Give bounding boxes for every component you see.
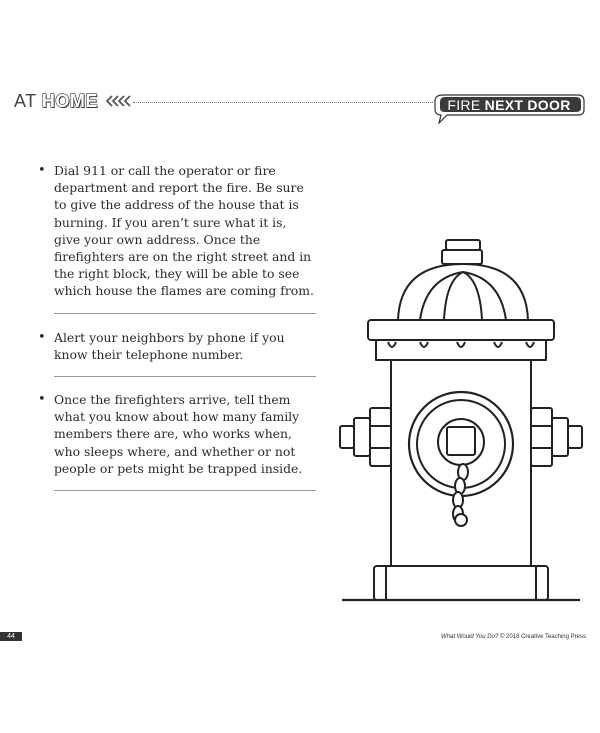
fire-hydrant-icon — [336, 236, 586, 604]
divider — [54, 313, 316, 314]
chapter-title — [443, 97, 575, 113]
copyright: © 2018 Creative Teaching Press — [498, 634, 586, 640]
page-number: 44 — [0, 632, 22, 641]
section-label-light: AT — [14, 91, 42, 111]
chevrons-icon — [104, 94, 132, 108]
divider — [54, 490, 316, 491]
header-dotted-rule — [133, 102, 433, 103]
section-label — [14, 91, 98, 112]
list-item: • Alert your neighbors by phone if you know their telephone number. — [36, 329, 316, 363]
book-title: What Would You Do? — [441, 634, 499, 640]
section-label-bold: HOME — [41, 91, 98, 111]
footer-credit — [441, 634, 586, 640]
chapter-title-bold: NEXT DOOR — [484, 97, 571, 113]
chapter-title-light: FIRE — [447, 97, 485, 113]
list-item: • Once the firefighters arrive, tell them what you know about how many family members there are, who works when, who sleeps where, and whether or not people or pets might be trapped inside. — [36, 391, 316, 477]
divider — [54, 376, 316, 377]
list-item: • Dial 911 or call the operator or fire department and report the fire. Be sure to give the address of the house that is burning. If you aren’t sure what it is, give your own address. Once the firefighters are on the right street and in the right block, they will be able to see which house the flames are coming from. — [36, 162, 316, 300]
